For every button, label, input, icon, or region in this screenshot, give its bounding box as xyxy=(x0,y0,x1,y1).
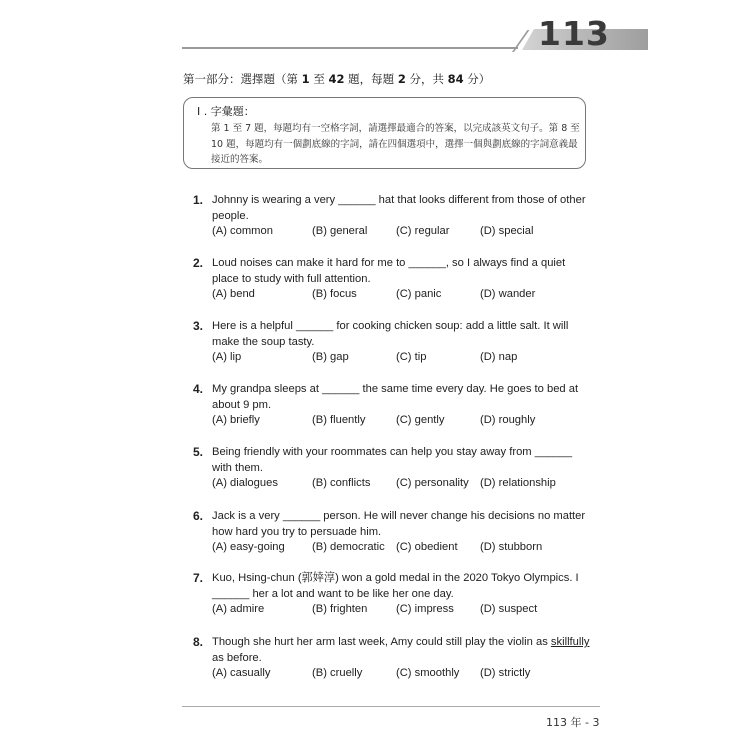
option-a[interactable]: (A) admire xyxy=(212,603,265,615)
question-number: 8. xyxy=(193,635,204,649)
option-a[interactable]: (A) bend xyxy=(212,288,255,300)
option-a[interactable]: (A) easy-going xyxy=(212,541,285,553)
option-d[interactable]: (D) nap xyxy=(480,351,518,363)
section-title-total: 84 xyxy=(447,72,464,86)
section-title-last-q: 42 xyxy=(328,72,345,86)
option-c[interactable]: (C) smoothly xyxy=(396,667,460,679)
section-title-each: 題，每題 xyxy=(344,72,398,86)
option-d[interactable]: (D) special xyxy=(480,225,534,237)
instructions-line-1: 第 1 至 7 題，每題均有一空格字詞，請選擇最適合的答案，以完成該英文句子。第 8 至 xyxy=(211,123,580,134)
option-b[interactable]: (B) conflicts xyxy=(312,477,371,489)
option-c[interactable]: (C) regular xyxy=(396,225,450,237)
option-c[interactable]: (C) tip xyxy=(396,351,427,363)
instructions-text xyxy=(211,121,583,168)
instructions-line-2: 10 題，每題均有一個劃底線的字詞，請在四個選項中，選擇一個與劃底線的字詞意義最 xyxy=(211,138,578,150)
question-number: 5. xyxy=(193,445,204,459)
question-stem: My grandpa sleeps at ______ the same time every day. He goes to bed at about 9 pm. xyxy=(212,383,579,411)
question-stem: Johnny is wearing a very ______ hat that looks different from those of other people. xyxy=(212,194,586,222)
question-number: 1. xyxy=(193,193,204,207)
option-b[interactable]: (B) focus xyxy=(312,288,357,300)
option-row xyxy=(212,540,592,555)
option-d[interactable]: (D) wander xyxy=(480,288,536,300)
option-d[interactable]: (D) stubborn xyxy=(480,541,543,553)
option-b[interactable]: (B) fluently xyxy=(312,414,366,426)
section-title-to: 至 xyxy=(309,72,329,86)
year-number: 113 xyxy=(538,14,610,53)
option-b[interactable]: (B) democratic xyxy=(312,541,385,553)
question-stem: Loud noises can make it hard for me to ______, so I always find a quiet place to study with full attention. xyxy=(212,257,566,285)
question-stem-after: as before. xyxy=(212,651,262,664)
question-stem: Jack is a very ______ person. He will never change his decisions no matter how hard you try to persuade him. xyxy=(212,510,586,538)
section-title-suffix: 分） xyxy=(463,72,491,86)
page-number: 113 年 - 3 xyxy=(546,716,600,729)
section-title-total-label: 分，共 xyxy=(405,72,448,86)
option-c[interactable]: (C) impress xyxy=(396,603,454,615)
option-c[interactable]: (C) gently xyxy=(396,414,445,426)
option-a[interactable]: (A) dialogues xyxy=(212,477,278,489)
option-b[interactable]: (B) cruelly xyxy=(312,667,363,679)
option-row xyxy=(212,413,592,428)
option-a[interactable]: (A) lip xyxy=(212,351,242,363)
option-d[interactable]: (D) suspect xyxy=(480,603,538,615)
section-title-points: 2 xyxy=(397,72,406,86)
question-stem-before: Though she hurt her arm last week, Amy could still play the violin as xyxy=(212,636,551,648)
option-row xyxy=(212,350,592,365)
section-title-prefix: 第一部分：選擇題（第 xyxy=(183,72,302,86)
question-number: 3. xyxy=(193,319,204,333)
option-c[interactable]: (C) panic xyxy=(396,288,442,300)
option-row xyxy=(212,287,592,302)
question-number: 6. xyxy=(193,509,204,523)
option-d[interactable]: (D) relationship xyxy=(480,477,556,489)
question-number: 4. xyxy=(193,382,204,396)
option-a[interactable]: (A) common xyxy=(212,225,273,237)
option-row xyxy=(212,476,592,491)
option-a[interactable]: (A) briefly xyxy=(212,414,260,426)
option-b[interactable]: (B) frighten xyxy=(312,603,368,615)
option-c[interactable]: (C) personality xyxy=(396,477,469,489)
option-c[interactable]: (C) obedient xyxy=(396,541,458,553)
section-title xyxy=(183,71,490,87)
question-stem: Being friendly with your roommates can help you stay away from ______ with them. xyxy=(212,446,573,474)
question-stem: Here is a helpful ______ for cooking chicken soup: add a little salt. It will make the soup tasty. xyxy=(212,320,569,348)
option-row xyxy=(212,666,592,681)
instructions-heading: I . 字彙題： xyxy=(197,105,255,118)
footer-rule xyxy=(182,706,600,707)
underlined-word: skillfully xyxy=(550,636,590,648)
option-d[interactable]: (D) roughly xyxy=(480,414,536,426)
section-title-first-q: 1 xyxy=(301,72,310,86)
option-a[interactable]: (A) casually xyxy=(212,667,271,679)
option-row xyxy=(212,602,592,617)
question-stem: Kuo, Hsing-chun (郭婞淳) won a gold medal in the 2020 Tokyo Olympics. I ______ her a lot and want to be like her one day. xyxy=(212,572,579,600)
option-b[interactable]: (B) gap xyxy=(312,351,349,363)
header-rule xyxy=(182,47,518,49)
question-number: 2. xyxy=(193,256,204,270)
question-stem xyxy=(212,635,592,666)
option-row xyxy=(212,224,592,239)
option-d[interactable]: (D) strictly xyxy=(480,667,531,679)
question-number: 7. xyxy=(193,571,204,585)
instructions-line-3: 接近的答案。 xyxy=(211,154,269,165)
option-b[interactable]: (B) general xyxy=(312,225,368,237)
